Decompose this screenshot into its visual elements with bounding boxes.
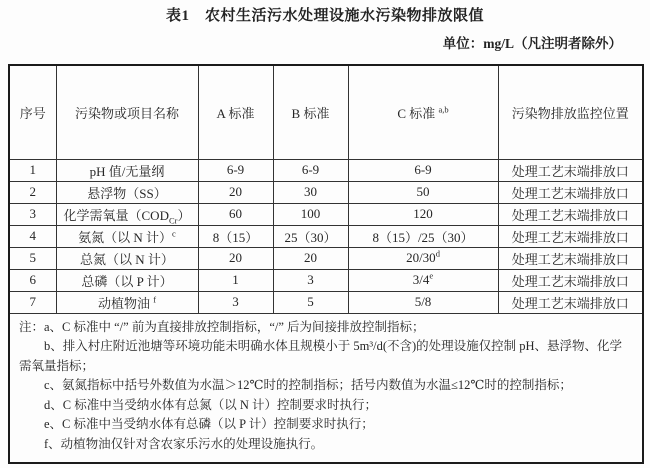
note-f: f、动植物油仅针对含农家乐污水的处理设施执行。 <box>44 436 324 451</box>
cell-standard-a: 3 <box>198 291 273 313</box>
cell-standard-b: 5 <box>273 291 348 313</box>
cell-standard-a: 20 <box>198 181 273 203</box>
cell-pollutant-name <box>56 291 198 313</box>
tn-c-value: 20/30 <box>406 250 436 265</box>
col-header-standard-c <box>348 65 498 159</box>
table-row-ammonia <box>9 225 643 247</box>
cell-pollutant-name: pH 值/无量纲 <box>56 159 198 181</box>
col-header-serial: 序号 <box>9 65 56 159</box>
note-d: d、C 标准中当受纳水体有总氮（以 N 计）控制要求时执行； <box>44 397 377 412</box>
tp-footnote-mark: e <box>429 270 434 281</box>
col-header-standard-b: B 标准 <box>273 65 348 159</box>
cell-standard-c: 50 <box>348 181 498 203</box>
col-header-pollutant-name: 污染物或项目名称 <box>56 65 198 159</box>
standard-c-footnote-mark: a,b <box>438 104 449 115</box>
cell-standard-a: 6-9 <box>198 159 273 181</box>
table-row-ph <box>9 159 643 181</box>
cell-standard-a: 60 <box>198 203 273 225</box>
oil-label: 动植物油 <box>97 295 154 311</box>
note-c: c、氨氮指标中括号外数值为水温＞12℃时的控制指标；括号内数值为水温≤12℃时的控制指标； <box>44 378 572 392</box>
cell-serial: 1 <box>9 159 56 181</box>
table-row-total-phosphorus <box>9 269 643 291</box>
cell-standard-a: 1 <box>198 269 273 291</box>
cell-standard-c: 8（15）/25（30） <box>348 225 498 247</box>
cell-serial: 7 <box>9 291 56 313</box>
cell-standard-c: 120 <box>348 203 498 225</box>
cell-monitor-location: 处理工艺末端排放口 <box>498 225 643 247</box>
table-row-cod <box>9 203 643 225</box>
cell-standard-b: 20 <box>273 247 348 269</box>
cell-monitor-location: 处理工艺末端排放口 <box>498 291 643 313</box>
cell-pollutant-name: 总氮（以 N 计） <box>56 247 198 269</box>
cell-standard-b: 25（30） <box>273 225 348 247</box>
cell-serial: 3 <box>9 203 56 225</box>
unit-note: 单位：mg/L（凡注明者除外） <box>442 36 622 51</box>
note-b: b、排入村庄附近池塘等环境功能未明确水体且规模小于 5m³/d(不含)的处理设施仅控制 pH、悬浮物、化学需氧量指标； <box>19 339 623 373</box>
cell-standard-c: 6-9 <box>348 159 498 181</box>
oil-footnote-mark: f <box>153 294 157 305</box>
cell-standard-b: 30 <box>273 181 348 203</box>
cell-monitor-location: 处理工艺末端排放口 <box>498 247 643 269</box>
cell-standard-a: 20 <box>198 247 273 269</box>
cell-pollutant-name <box>56 225 198 247</box>
cod-label: 化学需氧量（COD <box>63 207 169 223</box>
page-title: 表1 农村生活污水处理设施水污染物排放限值 <box>165 8 484 24</box>
col-header-standard-a: A 标准 <box>198 65 273 159</box>
tn-footnote-mark: d <box>435 248 440 259</box>
cell-monitor-location: 处理工艺末端排放口 <box>498 159 643 181</box>
cell-monitor-location: 处理工艺末端排放口 <box>498 181 643 203</box>
cell-pollutant-name <box>56 203 198 225</box>
cell-standard-c: 5/8 <box>348 291 498 313</box>
cell-standard-b: 100 <box>273 203 348 225</box>
tp-c-value: 3/4 <box>412 272 430 287</box>
cell-monitor-location: 处理工艺末端排放口 <box>498 269 643 291</box>
cell-pollutant-name: 悬浮物（SS） <box>56 181 198 203</box>
ammonia-label: 氨氮（以 N 计） <box>78 229 173 245</box>
cell-standard-c <box>348 247 498 269</box>
cell-standard-b: 3 <box>273 269 348 291</box>
col-header-monitor-location: 污染物排放监控位置 <box>498 65 643 159</box>
notes-block <box>9 313 643 463</box>
table-header-row <box>9 65 643 159</box>
cell-serial: 2 <box>9 181 56 203</box>
cell-standard-b: 6-9 <box>273 159 348 181</box>
cell-monitor-location: 处理工艺末端排放口 <box>498 203 643 225</box>
note-a: 注：a、C 标准中 “/” 前为直接排放控制指标，“/” 后为间接排放控制指标； <box>19 319 425 334</box>
note-e: e、C 标准中当受纳水体有总磷（以 P 计）控制要求时执行； <box>44 417 374 431</box>
pollutant-limits-table <box>8 64 644 464</box>
standard-c-label: C 标准 <box>397 105 439 121</box>
table-row-animal-vegetable-oil <box>9 291 643 313</box>
cod-subscript: Cr <box>168 215 178 225</box>
cell-serial: 5 <box>9 247 56 269</box>
table-notes-row <box>9 313 643 463</box>
ammonia-footnote-mark: c <box>172 228 176 239</box>
cell-standard-c <box>348 269 498 291</box>
cell-serial: 6 <box>9 269 56 291</box>
cell-standard-a: 8（15） <box>198 225 273 247</box>
table-row-ss <box>9 181 643 203</box>
cell-pollutant-name: 总磷（以 P 计） <box>56 269 198 291</box>
cod-label-close: ） <box>177 207 191 223</box>
cell-serial: 4 <box>9 225 56 247</box>
table-row-total-nitrogen <box>9 247 643 269</box>
